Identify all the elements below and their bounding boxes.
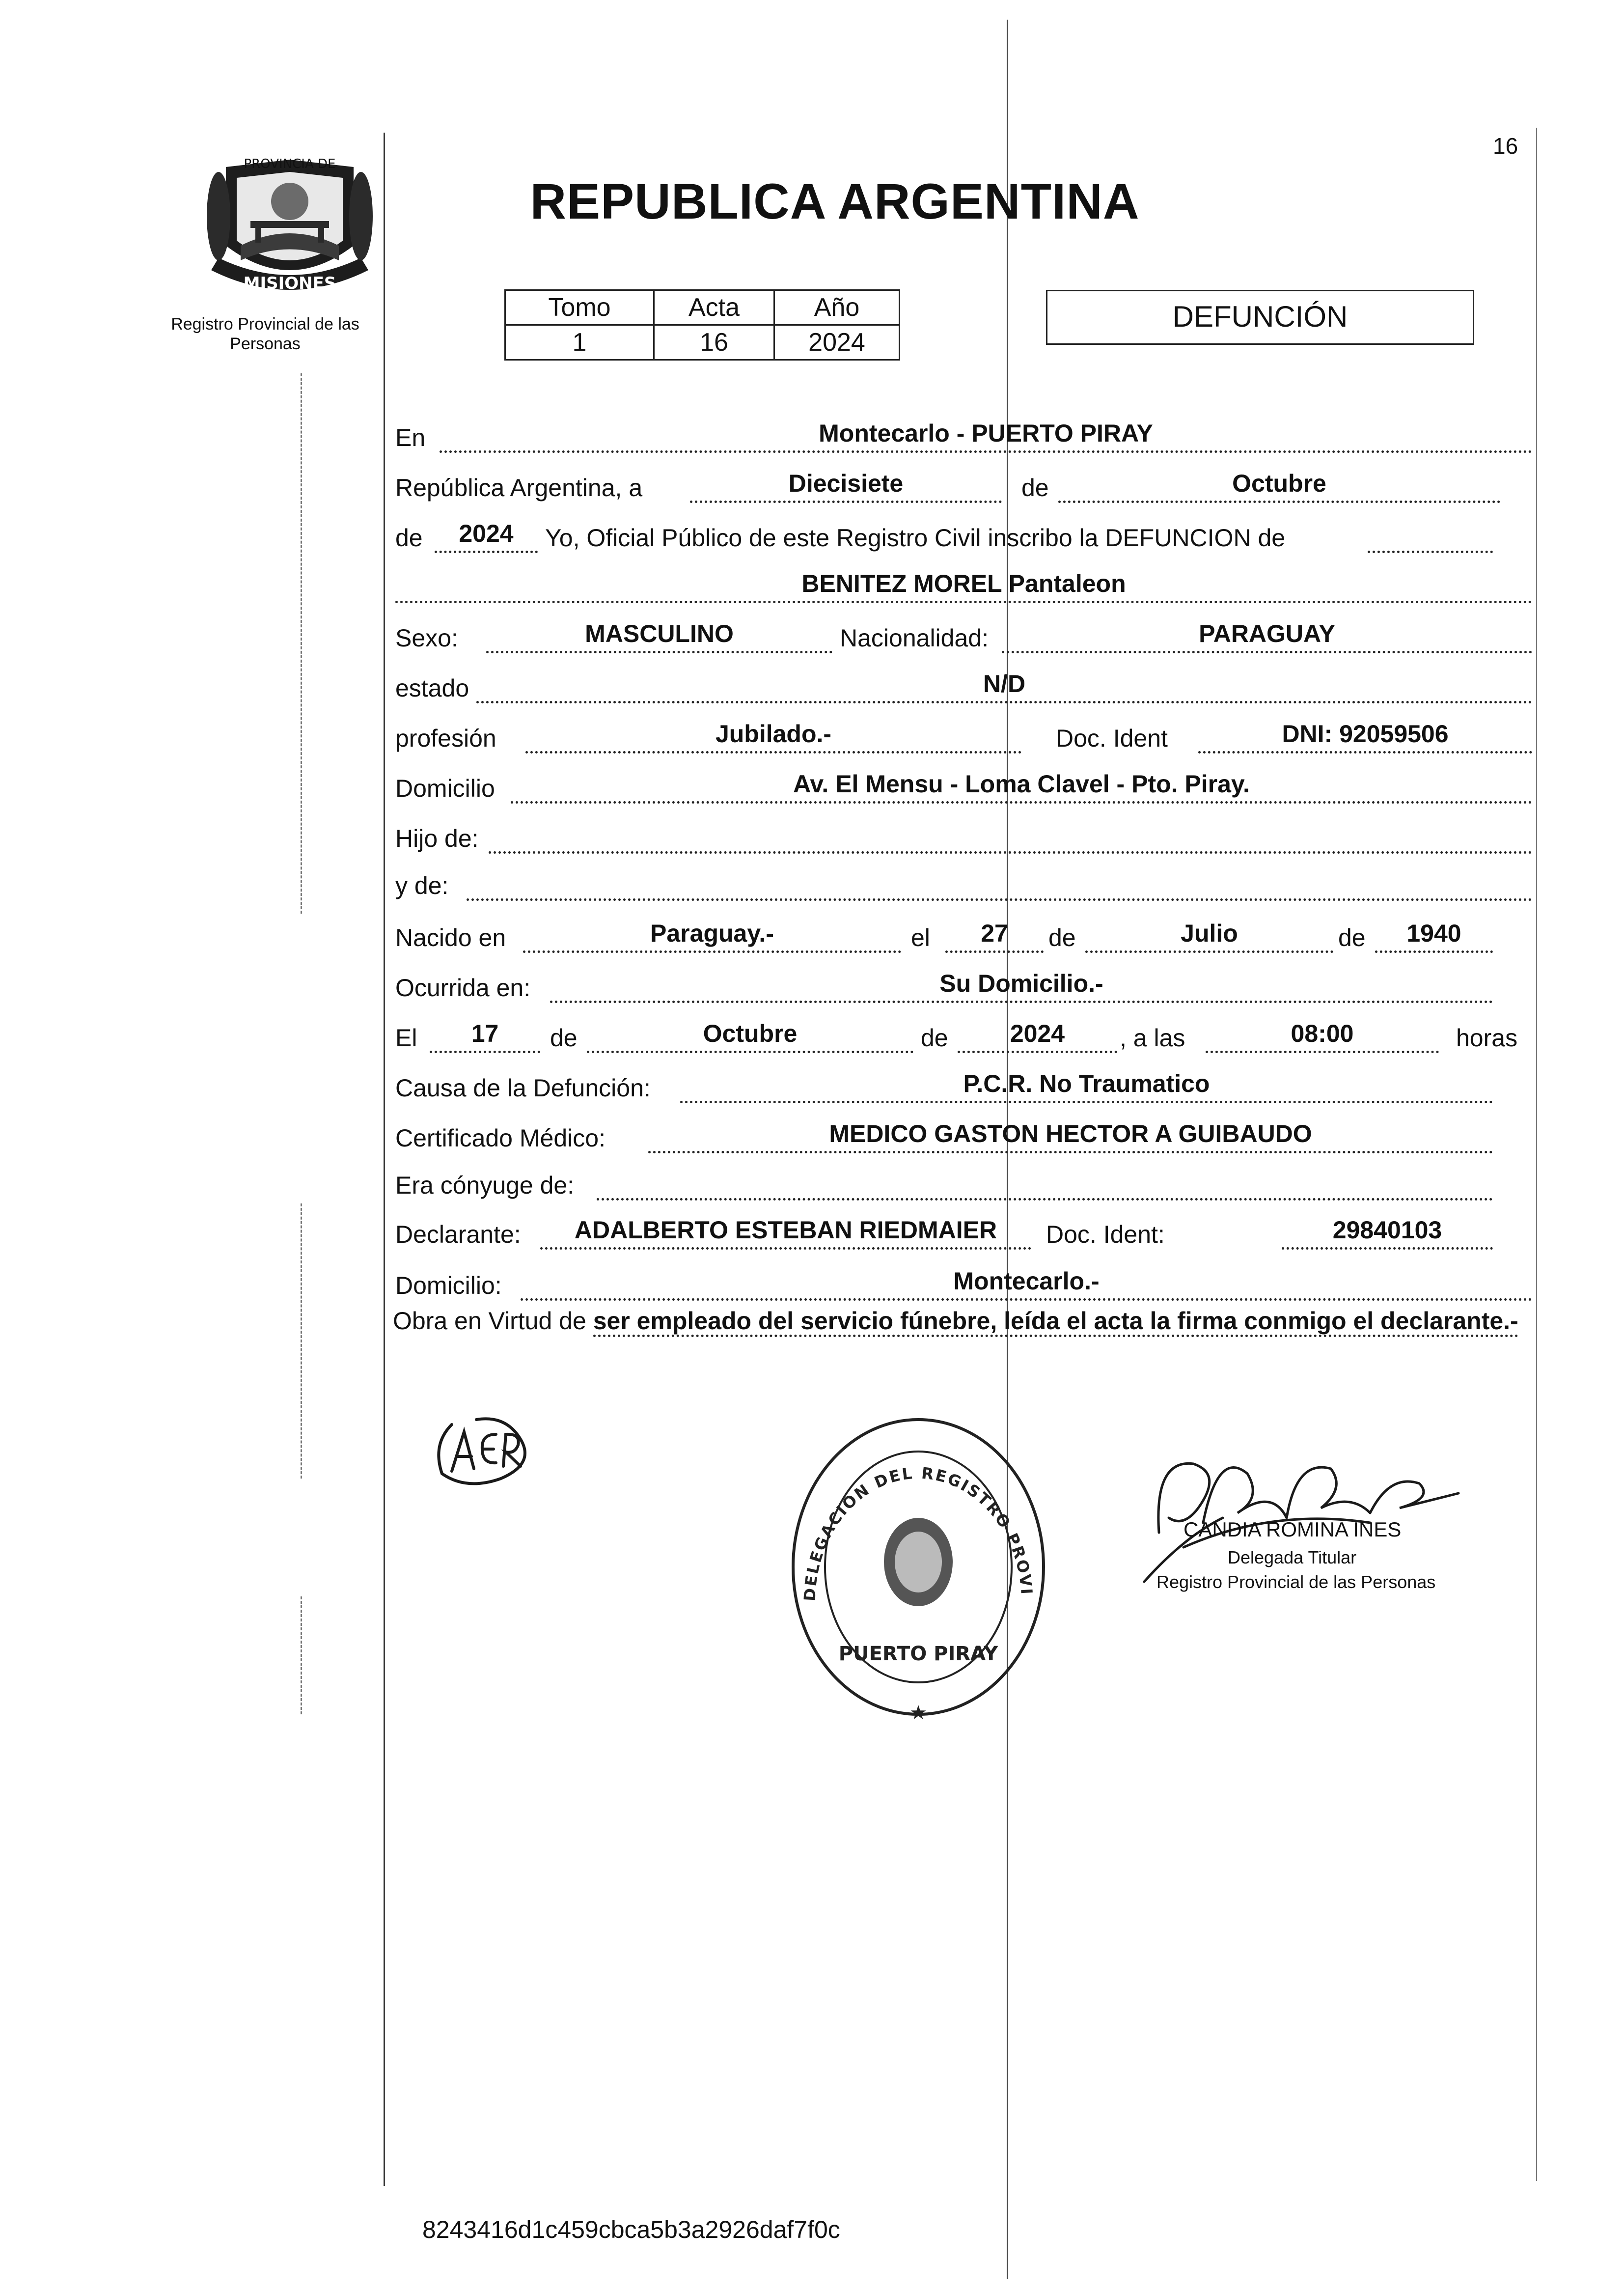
line-yde <box>393 856 1535 903</box>
death-day-value: 17 <box>471 1020 499 1047</box>
place-field <box>440 416 1532 453</box>
line-certificado <box>393 1108 1535 1155</box>
profesion-label: profesión <box>395 725 496 752</box>
de-birth-month-label: de <box>1048 924 1076 951</box>
death-month-value: Octubre <box>703 1020 798 1047</box>
line-profesion <box>393 708 1535 755</box>
margin-perforation <box>301 373 302 914</box>
signer-name: CANDIA ROMINA INES <box>1184 1518 1402 1541</box>
death-month-field <box>587 1016 913 1053</box>
statement-text: Yo, Oficial Público de este Registro Civil inscribo la DEFUNCION de <box>545 524 1286 552</box>
ocurrida-label: Ocurrida en: <box>395 974 531 1002</box>
hijo-label: Hijo de: <box>395 825 479 852</box>
stamp-star-icon: ★ <box>909 1702 927 1724</box>
death-time-value: 08:00 <box>1291 1020 1354 1047</box>
causa-label: Causa de la Defunción: <box>395 1074 651 1102</box>
signer-organization: Registro Provincial de las Personas <box>1156 1572 1436 1592</box>
estado-field <box>476 667 1532 703</box>
sexo-value: MASCULINO <box>585 620 734 647</box>
sexo-label: Sexo: <box>395 624 458 652</box>
year-field <box>435 516 538 553</box>
declarante-value: ADALBERTO ESTEBAN RIEDMAIER <box>574 1216 997 1244</box>
registry-name: Registro Provincial de las Personas <box>171 315 359 353</box>
profesion-field <box>525 717 1021 754</box>
de-year-label: de <box>395 524 423 552</box>
decl-domicilio-field <box>521 1264 1532 1301</box>
obra-en-virtud-paragraph <box>393 1303 1532 1339</box>
birth-month-value: Julio <box>1181 920 1238 947</box>
line-statement <box>393 508 1535 555</box>
right-margin-rule <box>1536 128 1537 2181</box>
day-words-value: Diecisiete <box>788 470 904 497</box>
day-words-field <box>690 466 1002 503</box>
declarant-initials <box>422 1405 545 1493</box>
ocurrida-field <box>550 966 1493 1003</box>
decl-domicilio-value: Montecarlo.- <box>953 1267 1100 1295</box>
doc-ident-label: Doc. Ident <box>1056 725 1168 752</box>
de-label: de <box>1021 474 1049 502</box>
line-nacido <box>393 908 1535 955</box>
republica-label: República Argentina, a <box>395 474 643 502</box>
el-death-label: El <box>395 1024 417 1052</box>
nacionalidad-value: PARAGUAY <box>1199 620 1335 647</box>
place-value: Montecarlo - PUERTO PIRAY <box>819 419 1153 447</box>
a-las-label: , a las <box>1120 1024 1185 1052</box>
line-decl-domicilio <box>393 1256 1535 1303</box>
decl-domicilio-label: Domicilio: <box>395 1272 502 1299</box>
margin-perforation <box>301 1203 302 1479</box>
decl-doc-label: Doc. Ident: <box>1046 1221 1165 1248</box>
line-declarante <box>393 1204 1535 1252</box>
page-number: 16 <box>1493 133 1518 159</box>
deceased-name-value: BENITEZ MOREL Pantaleon <box>801 570 1126 597</box>
certificado-value: MEDICO GASTON HECTOR A GUIBAUDO <box>829 1120 1312 1147</box>
domicilio-label: Domicilio <box>395 775 495 802</box>
tomo-header: Tomo <box>505 290 654 325</box>
decl-doc-value: 29840103 <box>1332 1216 1442 1244</box>
nacionalidad-field <box>1002 616 1532 653</box>
month-value: Octubre <box>1232 470 1326 497</box>
document-hash: 8243416d1c459cbca5b3a2926daf7f0c <box>422 2216 840 2243</box>
line-en <box>393 408 1535 455</box>
acta-header: Acta <box>654 290 774 325</box>
birth-year-value: 1940 <box>1406 920 1461 947</box>
line-conyuge <box>393 1155 1535 1202</box>
declarante-field <box>540 1213 1031 1250</box>
domicilio-field <box>511 767 1532 804</box>
obra-label: Obra en Virtud de <box>393 1307 586 1335</box>
hijo-field <box>489 817 1532 854</box>
stamp-inner-text: PUERTO PIRAY <box>838 1643 998 1665</box>
record-reference-table <box>504 289 900 361</box>
line-domicilio <box>393 758 1535 806</box>
anio-header: Año <box>774 290 900 325</box>
provincial-emblem-logo <box>192 147 388 309</box>
certificado-field <box>648 1117 1493 1153</box>
nacionalidad-label: Nacionalidad: <box>840 624 989 652</box>
record-type-box: DEFUNCIÓN <box>1046 290 1474 345</box>
line-name <box>393 558 1535 605</box>
acta-value: 16 <box>654 325 774 360</box>
line-sexo <box>393 608 1535 655</box>
birthplace-value: Paraguay.- <box>650 920 774 947</box>
birth-month-field <box>1085 916 1333 953</box>
officer-signature <box>1125 1420 1468 1596</box>
birth-year-field <box>1375 916 1493 953</box>
signer-role: Delegada Titular <box>1228 1547 1357 1567</box>
sexo-field <box>486 616 832 653</box>
document-title: REPUBLICA ARGENTINA <box>530 173 1140 229</box>
death-time-field <box>1206 1016 1439 1053</box>
horas-label: horas <box>1456 1024 1518 1052</box>
estado-label: estado <box>395 674 469 702</box>
margin-perforation <box>301 1596 302 1714</box>
nacido-label: Nacido en <box>395 924 506 951</box>
de-birth-year-label: de <box>1338 924 1366 951</box>
statement-blank <box>1368 516 1493 553</box>
doc-ident-value: DNI: 92059506 <box>1282 720 1449 748</box>
certificado-label: Certificado Médico: <box>395 1124 606 1152</box>
line-ocurrida <box>393 958 1535 1005</box>
line-hijo <box>393 809 1535 856</box>
line-death-date <box>393 1008 1535 1055</box>
death-day-field <box>430 1016 540 1053</box>
profesion-value: Jubilado.- <box>715 720 832 748</box>
decl-doc-field <box>1282 1213 1493 1250</box>
conyuge-label: Era cónyuge de: <box>395 1172 575 1199</box>
stamp-outer-text: DELEGACION DEL REGISTRO PROVI <box>800 1463 1036 1602</box>
obra-value: ser empleado del servicio fúnebre, leída el acta la firma conmigo el declarante.- <box>593 1307 1518 1337</box>
year-value: 2024 <box>459 520 514 547</box>
anio-value: 2024 <box>774 325 900 360</box>
el-label: el <box>911 924 930 951</box>
emblem-text-top: PROVINCIA DE <box>244 157 336 171</box>
de-death-month-label: de <box>550 1024 578 1052</box>
causa-field <box>680 1066 1493 1103</box>
de-death-year-label: de <box>921 1024 948 1052</box>
line-causa <box>393 1058 1535 1105</box>
yde-label: y de: <box>395 872 449 899</box>
left-margin-rule <box>384 133 385 2186</box>
official-round-stamp <box>781 1405 1056 1759</box>
death-year-field <box>958 1016 1117 1053</box>
tomo-value: 1 <box>505 325 654 360</box>
birth-day-value: 27 <box>981 920 1008 947</box>
causa-value: P.C.R. No Traumatico <box>963 1070 1210 1097</box>
deceased-name-field <box>395 566 1532 603</box>
ocurrida-value: Su Domicilio.- <box>939 970 1103 997</box>
doc-ident-field <box>1198 717 1532 754</box>
death-year-value: 2024 <box>1010 1020 1065 1047</box>
en-label: En <box>395 424 426 451</box>
yde-field <box>467 864 1532 901</box>
domicilio-value: Av. El Mensu - Loma Clavel - Pto. Piray. <box>793 770 1250 798</box>
line-date <box>393 458 1535 505</box>
month-field <box>1058 466 1500 503</box>
birth-day-field <box>945 916 1044 953</box>
line-estado <box>393 658 1535 705</box>
estado-value: N/D <box>983 670 1026 698</box>
birthplace-field <box>523 916 901 953</box>
emblem-text-bottom: MISIONES <box>243 274 336 293</box>
declarante-label: Declarante: <box>395 1221 521 1248</box>
conyuge-field <box>597 1164 1493 1201</box>
